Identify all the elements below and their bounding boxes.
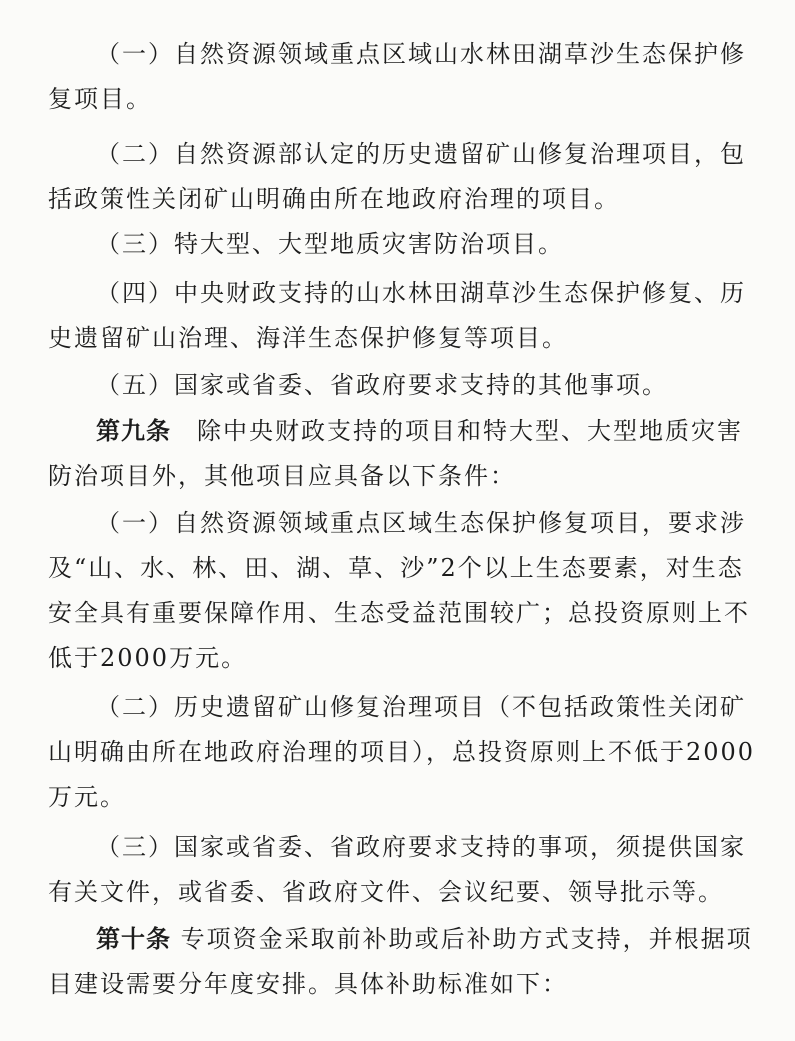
article-9-text: 除中央财政支持的项目和特大型、大型地质灾害防治项目外，其他项目应具备以下条件： bbox=[48, 417, 743, 490]
article-10 bbox=[48, 917, 760, 1007]
item-p8-5: （五）国家或省委、省政府要求支持的其他事项。 bbox=[96, 371, 668, 399]
article-9-item-1: （一）自然资源领域重点区域生态保护修复项目，要求涉及“山、水、林、田、湖、草、沙”2个以上生态要素，对生态安全具有重要保障作用、生态受益范围较广；总投资原则上不低于2000万元。 bbox=[48, 509, 750, 672]
item-p8-4: （四）中央财政支持的山水林田湖草沙生态保护修复、历史遗留矿山治理、海洋生态保护修复等项目。 bbox=[48, 279, 746, 352]
article-10-text: 专项资金采取前补助或后补助方式支持，并根据项目建设需要分年度安排。具体补助标准如下： bbox=[48, 925, 753, 998]
article-9-heading: 第九条 bbox=[96, 417, 171, 445]
article-9 bbox=[48, 409, 760, 499]
item-p8-3: （三）特大型、大型地质灾害防治项目。 bbox=[96, 230, 564, 258]
article-9-item-2: （二）历史遗留矿山修复治理项目（不包括政策性关闭矿山明确由所在地政府治理的项目），总投资原则上不低于2000万元。 bbox=[48, 693, 756, 811]
article-9-item-3: （三）国家或省委、省政府要求支持的事项，须提供国家有关文件，或省委、省政府文件、会议纪要、领导批示等。 bbox=[48, 833, 746, 906]
item-p8-2: （二）自然资源部认定的历史遗留矿山修复治理项目，包括政策性关闭矿山明确由所在地政府治理的项目。 bbox=[48, 140, 746, 213]
article-10-heading: 第十条 bbox=[96, 925, 171, 953]
item-p8-1: （一）自然资源领域重点区域山水林田湖草沙生态保护修复项目。 bbox=[48, 40, 746, 113]
